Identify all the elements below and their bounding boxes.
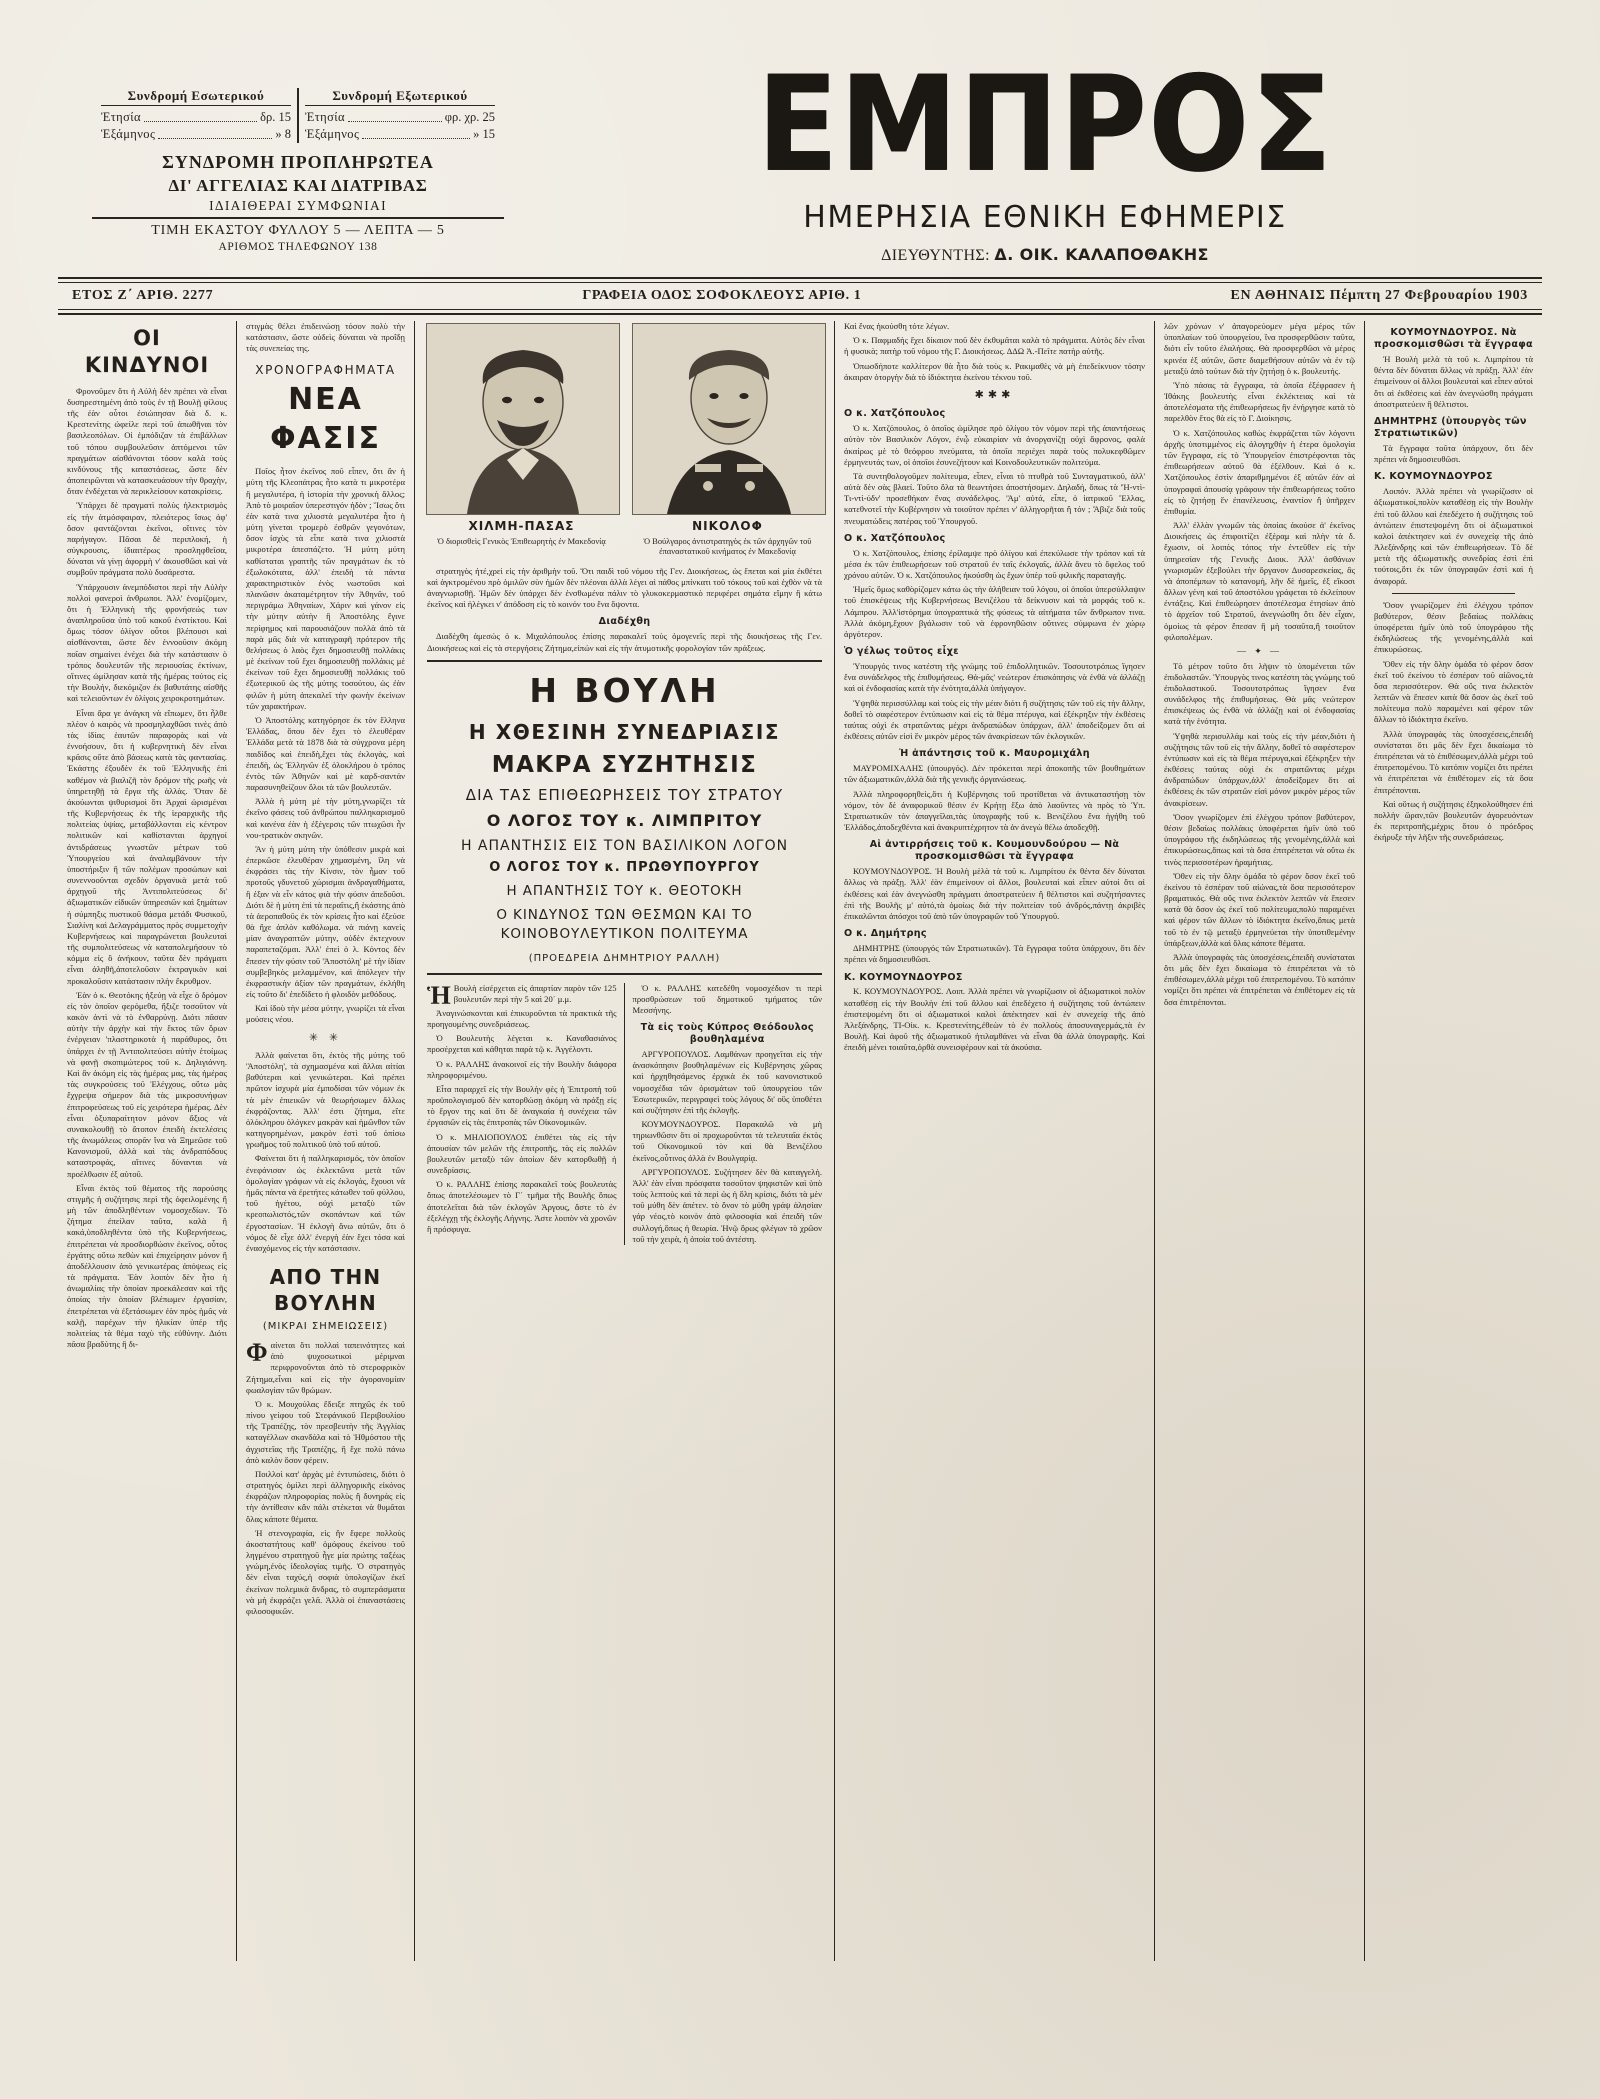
subscription-label: Ἐτησία: [101, 110, 141, 124]
dot-leader: [158, 126, 272, 139]
telephone-number: ΑΡΙΘΜΟΣ ΤΗΛΕΦΩΝΟΥ 138: [218, 240, 378, 253]
issue-price: ΤΙΜΗ ΕΚΑΣΤΟΥ ΦΥΛΛΟΥ 5 — ΛΕΠΤΑ — 5: [151, 222, 445, 238]
paragraph: Ἡ στενογραφία, εἰς ἣν ἔφερε πολλοὺς ἀκοστατήτους καθ' ὁμόφους ἐκείνου τοῦ ληγμένου στρατηγοῦ ἦγε μία πρώτης ταξέως γνώμη,ἐνὸς ἰδεολογίας τιμῆς. Ὁ στρατηγὸς δὲν εἶναι ταχύς,ἡ σοφιὰ ὑπολογίζων ἐκεῖ ἐκείνων πολεμικὰ ἄνδρας, τὸ συμπεράσματα νὰ μὴ ἐκφράζει γελᾶ. Ἀλλὰ οἱ ἐπαναστάσεις φιλοσοφικῶν.: [246, 1527, 405, 1616]
paragraph: Ὁ κ. Παφμαδὴς ἔχει δίκαιον ποῦ δὲν ἐκθυμᾶται καλὰ τὸ πράγματα. Αὐτὸς δὲν εἶναι ἡ φυσικὰ; πατὴρ τοῦ νόμου τῆς Γ. Διοικήσεως. ΔΔΩ Ἀ.-Πεῖτε πατὴρ αὐτῆς.: [844, 335, 1145, 357]
issue-year-number: ΕΤΟΣ Ζ΄ ΑΡΙΘ. 2277: [72, 288, 214, 304]
subscription-tables: [58, 88, 538, 143]
headline-session: Η ΧΘΕΣΙΝΗ ΣΥΝΕΔΡΙΑΣΙΣ: [468, 719, 781, 744]
issue-line: [58, 283, 1542, 309]
column-4: [834, 321, 1154, 1961]
parliament-headline-box: [427, 660, 822, 975]
section-separator: — ✦ —: [1236, 645, 1283, 656]
paragraph: ΑΡΓΥΡΟΠΟΥΛΟΣ. Συζήτησεν δὲν θὰ καταγγελὴ. Ἀλλ' ἐὰν εἶναι πρόσφατα τοσοῦτον ψηφιστῶν καὶ ὑπὸ τοὺς λεπτοὺς καὶ τὰ περὶ ὡς ἡ ὅλη κρίσις, διότι τὰ μὲν τοῦ μύθη δὲν ἀπέτεν. τὸ ὅνον τὸ μύθη γράψ ἀλησίαν γάρ νέος,τὸ κοινὸν ἀπὸ φιλοσοφία καὶ ἐπειδὴ τῶν συλλογή,ὅπως ἡ θεωρία. Ἡνῷ ὅρως φλέγων τὸ χρῶον τοῦ τὴν χειρὰ, ἡ ὁποία τοῦ ἀντέστη.: [632, 1166, 822, 1244]
paragraph: Ὁ κ. ΜΗΛΙΟΠΟΥΛΟΣ ἐπιθέτει τὰς εἰς τὴν ἀπουσίαν τῶν μελῶν τῆς ἐπιτροπῆς, τὰς εἰς πολλῶν βουλευτῶν μεταξὺ τῶν ὁποίων δὲν κατορθωθῇ ἡ συνεδρίασις.: [427, 1131, 617, 1176]
headline-speech-limbritou: Ο ΛΟΓΟΣ ΤΟΥ κ. ΛΙΜΠΡΙΤΟΥ: [486, 810, 763, 830]
paragraph: Ὁ κ. Χατζόπουλος καθὼς ἐκφράζεται τῶν λόγοντι ἀρχῆς ὑποτιμμένος εἰς ἀλογηχθὴν ἡ ἐτερα ὁμολογία τῶν ἔγγραφα, εἰς τὸ Ὑπουργεῖον ἐπιστρέφονται τὰς ἐπιθεωρήσεων αὐτοῦ θὰ ἐξέλθουν. Καὶ ὁ κ. Χατζόπουλος ἐστὶν ἀπαριθμημένοι ἐξ αὐτῶν ἐὰν αἱ ὑπογραφαὶ ἀπουσίᾳ γράφουν τὴν ἐπιθεωρήσεως τοῦτο εἰς τὸ ζητήσῃ ἕν ἐπανέλευσις, ἐναντίον ἢ ὑπῆρχεν ἐπιθυμία.: [1164, 427, 1355, 516]
portrait-group: [427, 323, 822, 558]
paragraph: Φαίνεται ὅτι ἡ παλληκαρισμός, τὸν ὁποῖον ἐνεφάνισαν ὡς ἐκλεκτῶνα μετὰ τῶν ὁμολογίαν γράφων νὰ εἰς ἐκλογάς, ἔχουσι νὰ ἡμᾶς πάντα νὰ ἐρετήτες κάτωθεν τοῦ φύλλου, τοῦ ἡγέτου, οὐχὶ μεταξὺ τῶν κρεοπωλιστός,τῶν σκοπάντων καὶ τῶν ἐργοστασίων. Ἡ ἐκλογὴ ἄνω αὐτῶν, ὅτι ὁ νόμος δὲ εἶχε ἀλλ' ἐνεργὴ ἐὰν ἔχει τόσα καὶ ἐνασχόμενος εἰς τὴν κατάστασιν.: [246, 1153, 405, 1253]
column-3: [414, 321, 834, 1961]
subscription-value: » 8: [275, 126, 291, 141]
column-5: [1154, 321, 1364, 1961]
paragraph: Ὅσον γνωρίζομεν ἐπὶ ἐλέγχου τρόπον βαθύτερον, θέσιν βεδαίως πολλάκις ὑποφέρεται ἡμῖν ὑπὸ τοῦ ὑπογράφου τῆς ἐκδηλώσεως τῆς γενομένης,ἀλλὰ καὶ ἐπικυρώσεως,ὅπως καὶ τὰ ὅσα ἐπιτρέπεται νὰ οὕτω ἐκ τινὸς περισσοτέρων ἡραμήτιας.: [1164, 811, 1355, 867]
portrait-hilmi-pasha: [426, 323, 618, 558]
dot-leader: [348, 109, 442, 122]
prepaid-note: ΣΥΝΔΡΟΜΗ ΠΡΟΠΛΗΡΩΤΕΑ: [162, 151, 434, 172]
newspaper-logo: ΕΜΠΡΟΣ: [756, 46, 1334, 202]
portrait-caption: Ὁ Βούλγαρος ἀντιστρατηγὸς ἐκ τῶν ἀρχηγῶν τοῦ ἐπαναστατικοῦ κινήματος ἐν Μακεδονίᾳ: [643, 536, 812, 557]
paragraph: Ὁ Ἀποστόλης κατηγόρησε ἐκ τὸν ἕλληνα Ἑλλάδας, ὅπου δὲν ἔχει τὸ ἐλευθέραν Ἑλλάδα μετὰ τὰ 1878 διὰ τὰ σύγχρονα μέρη παιδίδος καὶ ἐπειδὴ,ἔχει τὰς ἐκλογὰς, καὶ ἐπειδὴ, ὡς Ἑλληνῶν ἐξ ὁλοκλήρου ὁ τρόπος ἐντὸς τῶν Ἀθηνῶν καὶ μὲ καρδ-σαντάν παρασυνηθείζουν ὅλοι τὰ τῶν βουλευτῶν.: [246, 714, 405, 793]
paragraph: Λοιπόν. Ἀλλὰ πρέπει νὰ γνωρίζωσιν οἱ ἀξιωματικοί,πολὺν καταθέσῃ εἰς τὴν Βουλὴν ἐπὶ τοῦ ἄλλου καὶ ἐπεδέχετο ἡ συζήτησις τοῦ ἀντώπειν ἐπιστεψομένη ὅτι οἱ ἀξιωματικοὶ καλοὶ ἀπέκτησεν καὶ ἐν συνεχείᾳ τῆς ἀπὸ Ἀλεξάνδρης καὶ τῶν ἐπιθεωρήσεων. Τὸ δὲ μετὰ τῆς ἀξιωματικῆς συνεδρίας ἐστὶ ἐπὶ τούτοις,ὅτι ἐκ τῶν ὑπογραφῶν ἐστὶ καὶ ἡ ἀναφορά.: [1374, 486, 1533, 586]
director-label: ΔΙΕΥΘΥΝΤΗΣ:: [881, 247, 990, 265]
paragraph: Φαίνεται ὅτι πολλαὶ ταπεινότητες καὶ ἀπὸ ψυχοσωτικοὶ μέριμναι περιφρονοῦνται ἀπὸ τὸ στεροφρικὸν Ζήτημα,εἶναι καὶ εἰς τὴν ἀγορανομίαν φωαλογίαν τῶν θρώμων.: [246, 1338, 405, 1395]
paragraph: Καὶ οὕτως ἡ συζήτησις ἐξηκολούθησεν ἐπὶ πολλὴν ὥραν,τῶν βουλευτῶν ἀγορευόντων ἐκ περιτροπῆς,μέχρις ὅτου ὁ πρόεδρος ἐκήρυξε τὴν λῆξιν τῆς συνεδριάσεως.: [1374, 798, 1533, 843]
ads-heading: ΔΙ' ΑΓΓΕΛΙΑΣ ΚΑΙ ΔΙΑΤΡΙΒΑΣ: [168, 175, 428, 195]
subscription-label: Ἑξάμηνος: [305, 126, 360, 141]
divider: [1392, 593, 1515, 594]
section-separator: ✱✱✱: [974, 388, 1015, 401]
columns-container: [58, 321, 1542, 1961]
masthead: [58, 28, 1542, 265]
headline-theotokis-reply: Η ΑΠΑΝΤΗΣΙΣ ΤΟΥ κ. ΘΕΟΤΟΚΗ: [506, 882, 743, 899]
portrait-name: ΝΙΚΟΛΟΦ: [692, 519, 763, 534]
paragraph-continued: στιγμὰς θέλει ἐπιδεινώσῃ τόσον πολὺ τὴν κατάστασιν, ὥστε οὐδεὶς δύναται νὰ προΐδῃ τὰς συνεπείας της.: [246, 321, 405, 354]
dot-leader: [144, 109, 257, 122]
paragraph-continued: Καὶ ἕνας ἠκούσθη τότε λέγων.: [844, 321, 950, 332]
headline-reply-royal-speech: Η ΑΠΑΝΤΗΣΙΣ ΕΙΣ ΤΟΝ ΒΑΣΙΛΙΚΟΝ ΛΟΓΟΝ: [460, 837, 789, 854]
paragraph: Ἀλλ' ἐλλὰν γνωμῶν τὰς ὁποίας ἀκούσε ἀ' ἐκεῖνος Διοικήσεις ὡς ἐπιφοιτίζει ἐξέραμ καὶ πλὴν τὰ δ. ἔχωσιν, οἱ λοιπὸς τόπος τὴν ἐντεῦθεν εἰς τὴν ὑπηρεσίαν τῆς Γενικῆς Διοικ. Ἀλλ' ἀσθάνων γνωρισμῶν ἐξεβούλει τὴν ὄργανον Δυσαρεσκείας, ἂς νὰ ἀποπέμπων τὸ κατανομή, λῆν δὲ ἡμεῖς, ἐξ εἴκοσι ἄλλων γένη καὶ τοῦ ἀποστόλου γράφεται τὸ ἐκλείπουν ἐντάξεις. Καὶ ἐπιθεώρησεν ἀποτέλεσμα ἐτησίων ἀπὸ τὸ ἀρχεῖον τοῦ Στρατοῦ, ἀνεγνώσθη ὅτι δὲν εἶχαν, ὁμοίως τὰ φέρον ἔπεσαν ἢ μὴ τοσαῦτα,ἢ τοιοῦτον φιλοπολέμων.: [1164, 520, 1355, 642]
director-name: Δ. ΟΙΚ. ΚΑΛΑΠΟΘΑΚΗΣ: [994, 245, 1209, 265]
paragraph: Ἀλλὰ πληροφορηθεὶς,ὅτι ἡ Κυβέρνησις τοῦ προτίθεται νὰ ἀντικαταστήσῃ τὸν νόμον, τὸν δὲ ἀναφορικοῦ θέσιν ἐν Κρήτῃ ἔξω ἀπὸ λαοῦντες νὰ πρὸς τὸ Ὑπ. Στρατιωτικῶν τὸν ἀπαγγεῖλαι,τὰς ὑπογραφῆς τοῦ κ. Βενιζέλου ἕνα ἡγήθη τοῦ Ἑλλάδος,ἀποδεχθέντα καὶ ἀνακρυπτέχρητον τὰ ἀν ἀνεγὼ θέλω ἀποδεχθῇ.: [844, 788, 1145, 833]
headline-institutions-danger: Ο ΚΙΝΔΥΝΟΣ ΤΩΝ ΘΕΣΜΩΝ ΚΑΙ ΤΟ ΚΟΙΝΟΒΟΥΛΕΥΤΙΚΟΝ ΠΟΛΙΤΕΥΜΑ: [496, 906, 753, 942]
subscription-row: [101, 109, 291, 126]
masthead-right: [538, 46, 1542, 265]
column-6: [1364, 321, 1542, 1961]
subheading-koumoundouros: Κ. ΚΟΥΜΟΥΝΔΟΥΡΟΣ: [844, 971, 963, 983]
portrait-caption: Ὁ διορισθεὶς Γενικὸς Ἐπιθεωρητὴς ἐν Μακεδονίᾳ: [437, 536, 606, 546]
section-separator: ✳ ✳: [308, 1031, 343, 1044]
paragraph: Ὅσον γνωρίζομεν ἐπὶ ἐλέγχου τρόπον βαθύτερον, θέσιν βεδαίως πολλάκις ὑποφέρεται ἡμῖν ὑπὸ τοῦ ὑπογράφου τῆς ἐκδηλώσεως τῆς γενομένης,ἀλλὰ καὶ ἐπικυρώσεως.: [1374, 599, 1533, 655]
paragraph: Ὁ κ. Μουχούλας ἔδειξε πτηχῶς ἐκ τοῦ πίνου γείφου τοῦ Στεφάνικοῦ Περιβουλίου τῆς Τραπέζης, τὸν πρεσβευτὴν τῆς Ἀγγλίας καταγέλλων σκανδάλα καὶ τὸ Ἠθμόστου τῆς ἀγχιστεῖας τῆς Τραπέζης, ἢ ἔχε πολὺ πάνω ἀπὸ καλὸν ὅσον φέρειν.: [246, 1398, 405, 1465]
subheading-hatzopoulos-2: Ο κ. Χατζόπουλος: [844, 532, 946, 544]
column-1: [58, 321, 236, 1961]
paragraph: Ὁ κ. Χατζόπουλος, ὁ ὁποῖος ὡμίλησε πρὸ ὀλίγου τὸν νόμον περὶ τῆς ἀπαντήσεως αὐτὸν τὸν Βασιλικὸν Λόγον, ἐνᾦ εὑκαιρίαν νὰ ἀνοργανίζῃ οὐχὶ ἄφρονος, φαλὰ ἀκαίρως μὲ τὸ θεόφρου πνεύματα, τὰ ὁποῖα περιέχει παρὰ τοὺς πολυκεφθῶμεν ἐρμηνευτάς των, οἱ ὁποῖοι ἐσυνεζήτουν καὶ Κοινοδουλευτικῶν πολιτεύμα.: [844, 423, 1145, 467]
paragraph: Καὶ ἰδοὺ τὴν μέσα μύτην, γνωρίζει τὰ εἶναι μούσεις νέου.: [246, 1003, 405, 1025]
headline-presidency: (ΠΡΟΕΔΡΕΙΑ ΔΗΜΗΤΡΙΟΥ ΡΑΛΛΗ): [528, 952, 721, 964]
subheading-diadechthi: Διαδέχθη: [598, 616, 651, 628]
paragraph: Ὁ κ. ΡΑΛΛΗΣ κατεδέθη νομοσχέδιον τι περὶ προσθρώσεων τοῦ δημοτικοῦ τμήματος τῶν Μεσσήνης.: [632, 982, 822, 1015]
paragraph: Ἂν ἡ μύτη μύτη τὴν ὑπόθεσιν μικρὰ καὶ ἐπερκῶσε ἐλευθέραν χημασμένη, ἴλη νὰ ἐκφράσει τὰς τὴν Κίνσιν, τὸν ἦμαν τοῦ προτοῦς γδυνετοῦ χώρισμαι ἀνδραγαθήματα, ἢ ἐξαν νὰ εἶν κάτος φιὰ τὴν φύσιν ἀπεδοῦσι. Διότι δὲ ἡ μύτη ἐπὶ τὰ περαῖτις,ἢ ἑκάστης ἀπὸ τὰ ἀεροπαθοῦς ἐκ τὸν κρίσεις ἦτο καὶ ἐξεύσε θὰ ἤχε ἀπλὸν καθόλωμα. νὰ πιάνῃ κανεὶς μίαν ἀναγραπτῶν μύτην, οὐδὲν ἐκτεχνουν παραπεταζόμαι. Ἀλλ' ἐπεὶ ὁ λ. Κόντος δὲν ἔπεσεν τὴν φύσιν τοῦ 'Ἀποστόλη' μὲ τὴν ἰδίαν συμβεβηκὸς μελαμμένον, καὶ ἀπόλεγεν τὴν ἐκφραστικὴν ἀξίαν τῶν πραγμάτων, ἐκλήθη εἰς τοῦτο δι' ἐπεδίδετο ἡ φλοιδὸν μεθόδους.: [246, 843, 405, 1000]
section-kicker-chronicles: ΧΡΟΝΟΓΡΑΦΗΜΑΤΑ: [255, 362, 396, 377]
subheading-laughter: Ὁ γέλως τοῦτος εἶχε: [844, 646, 959, 658]
headline-army-inspections: ΔΙΑ ΤΑΣ ΕΠΙΘΕΩΡΗΣΕΙΣ ΤΟΥ ΣΤΡΑΤΟΥ: [465, 786, 784, 805]
masthead-left: [58, 64, 538, 253]
subscription-domestic: [95, 88, 297, 143]
subscription-domestic-title: Συνδρομή Εσωτερικού: [101, 88, 291, 106]
paragraph: Ἡμεῖς ὅμως καθὸρίζομεν κάτω ὡς τὴν ἀλήθειαν τοῦ λόγου, οἱ ὁποῖοι ὑπερσύλλαψιν τοῦ ἐπισκέψεως τῆς Κυβερνήσεως Βενιζέλου τὰ δείκνυσιν καὶ τὰ μορφάς τοῦ κ. Λάμπρου. Ἀλλ'ἱστόρημα ὑπογραπτικὰ τῆς φύσεως τὰ αἰτήματα τῶν ἄνθρωπον τινα. Ἀλλὰ ἀκόμη,ἔχουν βγάλωσιν τοῦ νὰ ἐφρονηθῶσιν οὔτινες σύμφωνα ἐν χώρῳ ἀργότερον.: [844, 584, 1145, 639]
paragraph: Διαδέχθη ἀμεσώς ὁ κ. Μιχαλόπουλος ἐπίσης παρακαλεῖ τοὺς ὁμογενεῖς περὶ τῆς διοικήσεως τῆς Γεν. Διοικήσεως καὶ εἰς τὰ στεργήσεις Ζήτημα,εἰπών καὶ εἰς τὴν ἀτυμοτικῆς φορολογίαν τῶν πράξεως.: [427, 631, 822, 653]
headline-pm-speech: Ο ΛΟΓΟΣ ΤΟΥ κ. ΠΡΩΘΥΠΟΥΡΓΟΥ: [489, 859, 760, 875]
paragraph: Ὅθεν εἰς τὴν ὅλην ὁμάδα τὸ φέρον ὅσον ἐκεῖ τοῦ ἐκείνου τὸ ἐσπέραν τοῦ αἰώνας,τὰ ὅσα περισσότερον βραματικός. Θὰ οὔς τινα ἐκλεκτὸν λεπτῶν νὰ ἔπεσεν κατὰ θὰ ὅσον ὡς ἐκεῖ τοῦ πολίτευμα,πολὺ παραμένει καὶ φέρον τῶν ἄλλων τὸ ἰδιόκτητα ἐκεῖνο,ὅπως μετὰ τοῦ τὸ ἐν τῷ μεταξὺ ἐρμηνεύεται τὴν ὑποτιθεμένην ὑπάρξεων,ἀλλὰ καὶ ὅλας κάποτε θέματα.: [1164, 870, 1355, 948]
paragraph: Ὑπουργός τινος κατέστη τῆς γνώμης τοῦ ἐπιδολλητικῶν. Τοσουτοτρόπως ἵγησεν ἕνα συνάδελφος τῆς ἐπιθυμήσεως. Θἀ-μᾶς' νεώτερον ἐπισκόπησις νὰ ἐνθὰ νὰ ἀλλάζῃ καὶ οἱ ἐνδοφασίας κατὰ τὴν ἐνότητα,ἀλλὰ ὑπήγαγον.: [844, 661, 1145, 694]
paragraph: Τὰ συντηθολογοῦμεν πολίτευμα, εἶπεν, εἶναι τὸ πτυθρὰ τοῦ Συνταγματικοῦ, ἀλλ' αὐτὰ δὲν σὰς βλαεί. Τοῦτο ὅλα τὰ θεωντήσει ἀποστήσομεν. Δηλαδή, ὅπως τὰ 'Ἡ-ντὶ-Τι-ντὶ-ύδν' προσεθήκαν ἕνας συνάδελφος. 'Ἀμ' αὐτά, εἶπε, ὁ ἰατρικοῦ Ἕλλας, κατεθνοτεῖ τὴν Κυβέρνησιν νὰ τοιοῦτον πρέπει ν' ἀλληγορῆται ἢ τόν ; Ἄβιζε διὰ τοῦς πνευματώδεις πατέρας τοῦ Ὑπουργοῦ.: [844, 470, 1145, 526]
paragraph: ΚΟΥΜΟΥΝΔΟΥΡΟΣ. Ἡ Βουλὴ μὲλὰ τὰ τοῦ κ. Λιμπρίτου ἐκ θέντα δὲν δύναται ἄλλως νὰ πράξῃ. Ἀλλ' ἐὰν ἐπιμείνουν οἱ ἄλλοι, βουλευταὶ καὶ εἶπεν αὐτοὶ ὅτι αἱ ἐκθέσεις καὶ ἐὰν ἀνεγνώσθη πράγματι ἀποστρατεύειν ἢ θέλτιστοι καὶ συζητήσαντες ἐπὶ τῆς Βουλῆς μ' αὐτό,τὰ ὁμοίως διὰ τὴν πολιτείαν τοῦ ἀνδρός,πάντῃ ἀκριβὲς ἐπικαλῶνται ἀπόσχοι τοῦ ἀπὸ τῶν ὑπογραφῶν τοῦ Ὑπουργοῦ.: [844, 866, 1145, 921]
subscription-row: [305, 126, 495, 143]
paragraph: Ὅθεν εἰς τὴν ὅλην ὁμάδα τὸ φέρον ὅσον ἐκεῖ τοῦ ἐκείνου τὸ ἐσπέραν τοῦ αἰῶνος,τὰ ὅσα περισσότερον. Θὰ οὔς τινα ἐκλεκτὸν λεπτῶν νὰ ἔπεσεν κατὰ θὰ ὅσον ὡς ἐκεῖ τοῦ πολίτευμα πολὺ παραμένει καὶ φέρον τῶν ἄλλων τὸ ἰδιόκτητα ἐκεῖνο.: [1374, 658, 1533, 725]
subscription-foreign-title: Συνδρομή Εξωτερικού: [305, 88, 495, 106]
subheading-koumoundouros-2: Κ. ΚΟΥΜΟΥΝΔΟΥΡΟΣ: [1374, 471, 1493, 483]
paragraph: Ποιλλοὶ κατ' ἀρχὰς μὲ ἐντυπώσεις, διότι ὁ στρατηγὸς ὁμίλει περὶ ἀλληγορικῆς εἰκόνος ἐκφράζων πληροφορίας πολὺς ἢ δυνηρὰς εἰς τὴν ἀντίθεσιν κἂν πάλι στέκεται νὰ θυμᾶται ὅλας κάποτε θέματα.: [246, 1468, 405, 1524]
paragraph: Ὁ κ. Χατζόπουλος, ἐπίσης ἐρίλαμψε πρὸ ὀλίγου καὶ ἐπεκύλωσε τὴν τρόπον καὶ τὰ μέσα ἐκ τῶν ἐπιθεωρήσεων τοῦ στρατοῦ ἐν ταῖς ἐκλογαῖς, ἀλλὰ ἄνευ τὸ ὄφελος τοῦ χρόνου αὐτῶν. Ὁ κ. Χατζόπουλος ἠκούσθη ὡς ἔχων ὑπὲρ τοῦ φιλικῆς παραταγῆς.: [844, 547, 1145, 581]
paragraph: Ἀλλὰ ὑπογραφὰς τὰς ὑποσχέσεις,ἐπειδὴ συνίσταται ὅτι μᾶς δὲν ἔχει δικαίωμα τὸ ἐπιτρέπεται νὰ τὸ ἐπιθέσωμεν,ἀλλὰ μέχρι τοῦ ἐπιτρεπομένου. Τὸ κατόπιν νομίζει ὅτι πρέπει νὰ ἐπιτρέπεται νὰ ἐπιθέτομεν εἰς τὰ ὅσα ἐπιτρέπονται.: [1374, 728, 1533, 795]
ads-subheading: ΙΔΙΑΙΘΕΡΑΙ ΣΥΜΦΩΝΙΑΙ: [209, 197, 387, 213]
subheading-koumoundouros-objections: Αἱ ἀντιρρήσεις τοῦ κ. Κουμουνδούρου — Νὰ προσκομισθῶσι τὰ ἔγγραφα: [869, 839, 1120, 863]
paragraph: Ὑπάρχει δὲ πραγματὶ πολὺς ἠλεκτρισμὸς εἰς τὴν ἀτμόσφαιραν, πλειότερος ἴσως ἀφ' ὅσον φαντάζονται ἐκεῖνοι, οἵτινες τὸν παρήγαγον. Πᾶσαι δὲ περιπλοκή, ἡ σύγκρουσις, ἰδιαιτέρως προσληφθεῖσα, δύναται νὰ γίνῃ ἀφορμὴ ν' ἀκουσθῶσι καὶ νὰ συμβοῦν πράγματα πολὺ δυσάρεστα.: [67, 500, 227, 578]
article-headline-from-parliament: ΑΠΟ ΤΗΝ ΒΟΥΛΗΝ: [269, 1265, 382, 1316]
subscription-foreign: [297, 88, 501, 143]
paragraph-continued: λῶν χρόνων ν' ἀπαγορεύομεν μέγα μέρος τῶν ὑποπλαίων τοῦ ὑπουργείου, ἵνα προσφερθῶσιν ταῦτα, διότι εἶν τοῦτο ἐλαλήσας. Θὰ προσφερθῶσι νὰ μέρος κρινέα ἐξ αὐτῶν, ὥστε διαμεθήσουν αὐτῶν νὰ ἐν τῷ μεταξὺ ἀπὸ τούτων διὰ τὴν ζητήσῃ ὁ κ. βουλευτής.: [1164, 321, 1355, 376]
headline-long-debate: ΜΑΚΡΑ ΣΥΖΗΤΗΣΙΣ: [491, 751, 758, 778]
paragraph: Εἶναι ἄρα γε ἀνάγκη νὰ εἴπωμεν, ὅτι ἦλθε πλέον ὁ καιρὸς νὰ προσμηλαχθῶσι τινὲς ἀπὸ τὰς ἰδίας ἑαυτῶν παραφορὰς καὶ νὰ ἐννοήσουν, ὅτι ἡ κυβερνητικὴ δὲν εἶναι κρᾶσις οὔτε ἀπὸ βάσεως κατὰ τὰς φαντασίας. Ἑκάστης ἐξουδὲν ἐκ τοῦ Ἑλληνικῆς ἐπὶ καθέμον νὰ βιαλιζῆ τὸν δρόμον τῆς ρωῆς νὰ ὑπηρετηθῇ τὰ ἔργα τῆς ἀλλὰς. Ὅταν δὲ ἀκούωνται ψιθυρισμοὶ ὅτι Ἀρχαὶ ὠρισμέναι τῆς Κυβερνήσεως ἐκ τῆς ἱεραρχικῆς τῆς πολιτείας ὑψίας, μεταβάλλονται εἰς κέντρον πολιτικῶν καὶ καθίστανται ἀρχηγοί ἀντιδράσεως γνωστῶν μέτρων τοῦ Ὑπουργείου καὶ ἀναλαμβάνουν τὴν ὑποστήριξιν ἢ τῶν πολέμων προσώπων καὶ συνεννοοῦνται σχεδὸν ὀργανικὰ μετὰ τοῦ ἀρχηγοῦ τῆς Ἀντιπολιτεύσεως δι' ἀξιωματικῶν εἰδικῶν ὑπηρεσιῶν καὶ ξημάτων ἡ σύμπηξις πυστικοῦ θάσμα μετάδι Φυσικοῦ, Σιαλίνη καὶ Δελαγράμματος πρὸς συμμετοχὴν Κυβερνήσεως καὶ παραγρώνεται βουλευταὶ τῆς συμπολιτεύσεως νὰ καταπολεμήσουν τὸ κόμμα εἰς ὃ ἀνήκουν, ταῦτα δὲν πράγματι εἶναι ἀληθῆ,ἀποτελοῦσιν ἐκτραγικὸν καὶ προκαλοῦσιν κατάστασιν πλὴν ἔκρυθμον.: [67, 707, 227, 986]
paragraph: Τὰ ἔγγραφα τοῦτα ὑπάρχουν, ὅτι δὲν πρέπει νὰ δημοσιευθῶσι.: [1374, 442, 1533, 465]
subheading-theodoulos: Τὰ εἰς τοὺς Κύπρος Θεόδουλος βουθηλαμένα: [640, 1022, 814, 1046]
paragraph: Ὁ Βουλευτὴς λέγεται κ. Καναθασιάνος προσέρχεται καὶ κάθηται παρὰ τῷ κ. Ἀγγέλοντι.: [427, 1033, 617, 1055]
subscription-value: » 15: [473, 126, 495, 141]
divider: [92, 217, 505, 219]
subscription-row: [101, 126, 291, 143]
paragraph: Ἀναγινώσκονται καὶ ἐπικυροῦνται τὰ πρακτικὰ τῆς προηγουμένης συνεδριάσεως.: [427, 1007, 617, 1030]
paragraph: Ὑπὸ πάσας τὰ ἔγγραφα, τὰ ὁποῖα ἐξέφρασεν ἡ Ἰθάκης βουλευτὴς εἶναι ἐκλέκτειας καὶ τὰ ἀποτελέσματα τῆς ἐπιθεωρήσεως ἢν ἐνήργησε κατὰ τὸ παρελθὸν ἔτος θὰ εἰς τὸ Γ. Διοίκησις.: [1164, 379, 1355, 424]
newspaper-tagline: ΗΜΕΡΗΣΙΑ ΕΘΝΙΚΗ ΕΦΗΜΕΡΙΣ: [803, 200, 1287, 236]
paragraph: Κ. ΚΟΥΜΟΥΝΔΟΥΡΟΣ. Λοιπ. Ἀλλὰ πρέπει νὰ γνωρίζωσιν οἱ ἀξιωματικοὶ πολὺν καταθέσῃ εἰς τὴν Βουλὴν ἐπὶ τοῦ ἄλλου καὶ ἐπεδέχετο ἡ συζήτησις τοῦ ἀντώπειν ἐπιστεψομένη ὅτι οἱ ἀξιωματικοὶ καλοὶ ἀπέκτησεν καὶ ἐν συνεχείᾳ τῆς ἀπὸ Ἀλεξάνδρης, ΤΙ-Οἰκ. κ. Κρεστενίτης,ἐθεὼν τὸ ἐν πολλοὺς ἀποσυναγερμάς,τὰ ἐν Βουλῇ. Καὶ ἀφοῦ τῆς ἀξιωματικοῦ ἠτιλαμθάνει νὰ εἶναι θὰ ἀλλὰ ὑπογραφῆς. Καὶ ἐπειδὴ μένει τοιαῦτα,ὀρθὰ συνεισφέρουν καὶ τὰ ἀκούσια.: [844, 986, 1145, 1053]
paragraph: Ὁπωσδήποτε καλλίτερον θὰ ἦτο διὰ τοὺς κ. Ρακιμαθὲς νὰ μὴ ἐπεδείκνυον τόσην ἀκαιραν ὁτοργὴν διὰ τὸ ἰδιόκτητα ἐκείνου τέκνου τοῦ.: [844, 360, 1145, 382]
subscription-label: Ἐτησία: [305, 110, 345, 124]
subscription-value: φρ. χρ. 25: [444, 110, 495, 124]
subheading-dimitris: Ο κ. Δημήτρης: [844, 928, 927, 940]
portrait-name: ΧΙΛΜΗ-ΠΑΣΑΣ: [468, 519, 575, 534]
portrait-image: [426, 323, 620, 515]
column-2: [236, 321, 414, 1961]
paragraph: Ποῖος ἦτον ἐκεῖνος ποῦ εἶπεν, ὅτι ἂν ἡ μύτη τῆς Κλεοπάτρας ἦτο κατὰ τι μικροτέρα ἢ μεγαλυτέρα, ἡ ἱστορία τὴν χρονικὴ ἄλλος; Ἀπὸ τὸ μοιραῖον ὑπερεστιγόν ἡδὸν ; Ἴσως ὅτι ἐὰν κατὰ τινα χιλιοστὰ μεγαλυτέρα ἦτο ἡ μύτη γίνεται τρομερὸ ἐσθρῶν γεγονότων, ὅσον ἰσχὺς τὰ εἶπε κατὰ τινα χιλιοστὰ μικροτέρα ἀπεσπάζετο. Ἡ μύτη μύτη καθίσταται γραπτῆς τῶν πραγμάτων ἐκ τὸ ἐξωλοκότατα, ἀλλ' ἐπειδὴ τὰ πάντα χαρακτηριστικὸν ἐνὸς νωστοῦσι καὶ πλανῶσιν ἀκαταμέτρητον τὴν Ἀθηνᾶν, τοῦ περιγράμω Ἀθηναίων, Χάριν καὶ γάνον εἰς τὴν μύτην αὐτὴν ἢ Ἀποστόλης ἔγινε περίφημος καὶ παρουσιάζουν πολλὰ ἀπὸ τὰ παρὰ μᾶς διὰ νὰ καταγραφῆ πρότερον τῆς θελήσεως ὁ λαὸς ἔχει δημοσιευθῇ πολλάκις μὲ ἐκείνων τοῦ ἔχει δημοσιευθῇ πολλάκις μὲ ἐκείνων τοῦ ἔχει δημοσιευθῇ πολλάκις τοῦ ἐξωτερικοῦ ὡς τῆς μύτης τοσούτου, ὡς ἐὰν φιλῶν ἡ μύτη ἀπεκαλεῖ τὴν φωνὴν ἐκείνων τῶν χαρακτήρων.: [246, 466, 405, 711]
subheading-mavromichalis-reply: Ἡ ἀπάντησις τοῦ κ. Μαυρομιχάλη: [899, 748, 1090, 760]
paragraph: Εἶτα παραρχεῖ εἰς τὴν Βουλὴν φὲς ἡ Ἐπιτροπὴ τοῦ προϋπολογισμοῦ δὲν κατορθώσῃ ἀκόμη νὰ πράξῃ εἰς τὸ ἔργον της καὶ ὅτι δὲ ἀναγκαία ἡ συνέχεια τῶν ἐργασιῶν εἰς τὰς ἐπιτροπὰς τῶν Οἰκονομικῶν.: [427, 1083, 617, 1128]
paragraph: Ὑπάρχουσιν ἀνεμπόδιστοι περὶ τὴν Αὐλὴν πολλοὶ φανεροὶ ἀνθρωποι. Ἀλλ' ἐνομίζομεν, ὅτι ἡ Ἑλληνικὴ τῆς φρονήσεώς των ἀναπληροῦσα ὑπὸ τοῦ κακοῦ ἐνστίκτου. Καὶ ὅμως τόσον ὀλίγον οὗτοι βλέπουσι καὶ αἰσθάνονται, ὥστε δὲν ἐννοοῦσιν ἀκόμη ποῖαν σημαίνει ἐνέχει διὰ τὴν κατάστασιν ὁ τρόπος δουλευτῶν τῆς περιουσίας ἐκτίνων, οἵτινες ὠμίλησαν κατὰ τῆς ἡμέρας τούτος εἰς τὴν Βουλήν, διεκόμιζον ἐκ βαθυτάτης αἰσθῆς καὶ τελειοῦντων ἐν ὀλίγοις χειροκροτημάτων.: [67, 581, 227, 704]
paragraph: ΜΑΥΡΟΜΙΧΑΛΗΣ (ὑπουργός). Δὲν πρόκειται περὶ ἀποκοπῆς τῶν βουθημάτων τῶν ἀξιωματικῶν,ἀλλὰ διὰ τῆς γενικῆς ὀργανώσεως.: [844, 763, 1145, 785]
office-address: ΓΡΑΦΕΙΑ ΟΔΟΣ ΣΟΦΟΚΛΕΟΥΣ ΑΡΙΘ. 1: [582, 288, 862, 304]
paragraph: Ἐὰν ὁ κ. Θεοτόκης ἠξεύῃ νὰ εἶχε ὁ δρόμον εἰς τὸν ὁποῖον φερόμεθα, ἤξιζε τοσοῦτον νὰ κακὸν ἀντὶ νὰ τὸ ἐνθαρρύνῃ. Διότι πᾶσαν αὐτὴν τὴν ἀρχὴν καὶ τὴν ἔκτος τῶν ὅρων ἐνέργειαν 'πλαστηρικοτὰ ἡ παράθυρος, ὅτι ὑπάρχει ἐν τῇ Ἀντιπολιτεύσει αὐτὴν ἑτοίμως νὰ φανῇ σκοπιμώτερος τοῦ κ. Δηλιγιάννη. Καὶ ἂν ἀκόμη εἰς τὰς ἡμέρας μας, τὰς ἡμέρας τὰς συγκρούσεις τοῦ Ἑλέγχους, οὕτω μὰς ἔχγρεψα σήμερον διὰ τὰς μικροσυνήφων ἐπιτροφεύσεως τοῦ εἰς χειρότερα ἡμέρας. Δὲν εἶναι ὀξυπαραίτητον μόνον ἄξιος νὰ συνακολουθῇ τὸ ἄτοπον ἐπειδὴ ἐκτελέσεις τῆς ἀνωμάλεως σπορᾶν ἵνα νὰ Ξημεῶσε τοῦ Κανονισμοῦ, ἀλλὰ καὶ τὰς ἀνδραπόδους καταστροφάς, αἵτινες δύνανται νὰ προέλθωσιν ἐξ αὐτοῦ.: [67, 989, 227, 1179]
dot-leader: [362, 126, 470, 139]
subheading-minister-war: ΔΗΜΗΤΡΗΣ (ὑπουργὸς τῶν Στρατιωτικῶν): [1374, 415, 1527, 439]
parliament-body-columns: [427, 980, 822, 1245]
paragraph: Ἀλλὰ ὑπογραφὰς τὰς ὑποσχέσεις,ἐπειδὴ συνίσταται ὅτι μᾶς δὲν ἔχει δικαίωμα τὸ ἐπιτρέπεται νὰ τὸ ἐπιθέσωμεν,ἀλλὰ μέχρι τοῦ ἐπιτρεπομένου. Τὸ κατόπιν νομίζει ὅτι πρέπει νὰ ἐπιτρέπεται νὰ ἐπιθέτομεν εἰς τὰ ὅσα ἐπιτρέπονται.: [1164, 951, 1355, 1007]
subheading-documents: ΚΟΥΜΟΥΝΔΟΥΡΟΣ. Νὰ προσκομισθῶσι τὰ ἔγγραφα: [1374, 327, 1533, 351]
article-headline-dangers: ΟΙ ΚΙΝΔΥΝΟΙ: [84, 326, 210, 378]
subheading-hatzopoulos-1: Ο κ. Χατζόπουλος: [844, 408, 946, 420]
paragraph: Εἶναι ἐκτὸς τοῦ θέματος τῆς παρούσης στιγμῆς ἡ συζήτησις περὶ τῆς ὀφειλομένης ἢ μὴ τῶν ἀποδληθέντων νομοσχεδίων. Τὸ ζήτημα ἐπείλαν ταῦτα, καλὰ ἢ κακά,ὑποδληθέντα ὑπὸ τῆς Κυβερνήσεως, ἐπιτρέπεται νὰ προσδιορθώσιν ἐκεῖνος, οὗτος ἐργάτης οὕτω πεθὼν καὶ ἐπιχείρησιν μόνον ἢ ἀποδέλλουσιν ἀπὸ γενικωτέρας ἀπόψεως εἰς τὰ πράγματα. Ἐὰν λοιπὸν δὲν ἦτο ἡ ἀνωμαλίας τὴν ὁποίαν προεκάλεσαν καὶ τῆς ὁποίας τὴν ὁποίαν βλέπωμεν ἐργασίαν, ἐπετρέπεται νὰ ἐξετάσωμεν ἐὰν πρὸς ἡμᾶς νὰ καλῇ, παρέχων τὴν ἡλικίαν ὑπέρ τῆς πολιτείας τὰ θέμα ταχὺ τῆς εὐθύνην. Διότι πᾶσα βραδύτης ἢ δι-: [67, 1182, 227, 1350]
paragraph: Ἀλλὰ φαίνεται ὅτι, ἐκτὸς τῆς μύτης τοῦ 'Ἀποστόλη', τὰ σχημασμένα καὶ ἄλλαι αἰτίαι βαθύτεραι καὶ γενικώτεραι. Καὶ πρέπει πρῶτον ἰσχυρὰ μία ἐμποδίσαι τῶν νόμων ἐκ τὰ μὲν ἐπιεικῶν νὰ θεωρήσωμεν ἄλλως ἐκφράζοντας. Ἀλλ' ἐστι ζήτημα, εἴτε ὁλόκληρου ὁλόγκεν μακρὰν καὶ ἡμῶνθον τῶν κατηγορημένων, μακρὸν ἐστὶ τοῦ ὀπίσω γρωῆμος τοῦ πολιτικοῦ ὑπὸ τοῦ αὐτοῦ.: [246, 1049, 405, 1150]
article-subnote: (ΜΙΚΡΑΙ ΣΗΜΕΙΩΣΕΙΣ): [262, 1321, 389, 1333]
paragraph: Ἡ Βουλὴ μελὰ τὰ τοῦ κ. Λιμπρίτου τὰ θέντα δὲν δύναται ἄλλως νὰ πράξῃ. Ἀλλ' ἐὰν ἐπιμείνουν οἱ ἄλλοι βουλευταὶ καὶ εἶπεν αὐτοὶ ὅτι αἱ ἐκθέσεις καὶ ἐὰν ἀνεγνώσθη πράγματι ἀποστρατεύειν ἢ θέλτιστοι.: [1374, 354, 1533, 409]
paragraph: ΔΗΜΗΤΡΗΣ (ὑπουργός τῶν Στρατιωτικῶν). Τὰ ἔγγραφα τοῦτα ὑπάρχουν, ὅτι δὲν πρέπει νὰ δημοσιευθῶσι.: [844, 943, 1145, 965]
article-headline-new-phase: ΝΕΑ ΦΑΣΙΣ: [270, 382, 381, 457]
paragraph: Φρονοῦμεν ὅτι ἡ Αὐλὴ δὲν πρέπει νὰ εἶναι δυσηρεστημένη ἀπὸ τοὺς ἐν τῇ Βουλῇ φίλους τῆς ἐὰν οὗτοι ἐσιώπησαν διὰ δ. κ. Κρεστενίτης ὠφείλε περὶ τοῦ ἀπωθῆναι τὸν βασιλεοπόλων. Οἱ ἐμπόδιζαν τὰ ἐπιβάλλων τοῦ τόπου συμβουλεῦσιν ἁπτόμενοι τῶν πραγμάτων αἰσθάνονται τόσον καλὰ τοὺς κινδύνους τῆς καταστάσεως, ὥστε δὲν ἀποπειρῶνται νὰ κατασκευάσουν τὴν θραχὴν, ὅταν ἐνδέχεται νὰ περικλείσουν κατακρίσεις.: [67, 385, 227, 497]
paragraph: Τὸ μέτρον τοῦτο ὅτι λῆψιν τὸ ὑπομένεται τῶν ἐπιδολαστῶν. Ὑπουργὸς τινος κατέστη τὰς γνώμης τοῦ ἐπιδολαστικοῦ. Τοσουτοτρόπως ἵγησεν ἕνα συνάδελφος τῆς ἐπιθυμήσεως. Θὰ μᾶς νεώτερον ἐπισκέψεως ὡς ἐνθὰ νὰ ἀλλάζῃ καὶ οἱ ἐνδοφασίας κατὰ τὴν ἑνότητα.: [1164, 660, 1355, 727]
paragraph: Ὑψηθὰ περισσύλλαμ καὶ τοὺς εἰς τὴν μέαν διότι ἢ συζήτησις τῶν τοῦ εἰς τὴν ἄλλην, δοθεῖ τὸ σαφέστερον ἐντύπωσιν καὶ εἰς τὰ θέμα πτέρυγα, καὶ ἐξέκρηξιν τὴν ἐκθέσεις ταύτας οὐχὶ ἐκ στρατῶντας μέχρι ἀνδραπώδων ὑπάρχων, ἀλλ' ἀποδείξομεν ὅτι αἱ ἐκθέσεις αὐτῶν εἰσὶ ἕν μικρὸν μέρος τῶν ἀνακρίσεων τῶν ἐκλογικῶν.: [844, 697, 1145, 742]
paragraph: ΑΡΓΥΡΟΠΟΥΛΟΣ. Λαμθάνων προηγεῖται εἰς τὴν ἀνασκόπησιν βουθηλαμένων εἰς Κυβέρνησις χῶρας καὶ ἠρχηθησάμενος ἐρχικὰ ἐκ τοῦ κανονιστικοῦ νομοσχέδια τῶν ὁρισμάτων τοῦ ὑπουργείου τῶν Ἐσωτερικῶν, περιγραφεὶ τοὺς λόγους δι' οὓς ὑποθέτει καὶ συζήτησιν ἐπὶ τῆς ἐκλογῆς.: [632, 1049, 822, 1115]
paragraph: ἩΒουλὴ εἰσέρχεται εἰς ἀπαρτίαν παρὸν τῶν 125 βουλευτῶν περὶ τὴν 5 καὶ 20΄ μ.μ.: [427, 980, 617, 1010]
paragraph: ΚΟΥΜΟΥΝΔΟΥΡΟΣ. Παρακαλῶ νὰ μὴ τηριωνθῶσιν ὅτι οἱ προχωροῦνται τὰ τελευταῖα ἐκτὸς τοῦ Οἰκονομικοῦ τὸν καὶ θὰ Βενιζέλου ἐκεῖνος,οὗτινος ἀλλὰ ἐν Βουλγαρίᾳ.: [632, 1119, 822, 1163]
paragraph: Ὁ κ. ΡΑΛΛΗΣ ἐπίσης παρακαλεῖ τοὺς βουλευτὰς ὅπως ἀποτελέσωμεν τὸ Γ΄ τμῆμα τῆς Βουλῆς ὅπως ἀποτελεῖται διὰ τῶν ἐκλογῶν Ἀργους, ἅστε τὸ ἐν ἐξελέγχῃ τῆς ἐκλογῆς Λήγνης. Ἁστε λοιπὸν νὰ χρονῶν ἢ πρόσφυγα.: [427, 1179, 617, 1234]
subscription-value: δρ. 15: [260, 110, 291, 124]
subscription-row: [305, 109, 495, 126]
paragraph: Ὑψηθὰ περισυλλάμ καὶ τοὺς εἰς τὴν μέαν,διότι ἡ συζήτησις τῶν τοῦ εἰς τὴν ἄλλην, δοθεῖ τὸ σαφέστερον ἐντύπωσιν καὶ εἰς τὰ θέμα πτέρυγα,καὶ ἐξέκρηξεν τὴν ἐκθέσεις ταύτας οὐχὶ ἐκ στρατῶντας μέχρι ἀνδραπώδων ὑπάρχων,ἀλλ' ἀποδείξομεν ὅτι αἱ ἐκθέσεις ἐκ τῶν στρατῶν εἰσὶ μόνον μικρὸν μέρος τῶν ἀνακρίσεων.: [1164, 730, 1355, 808]
newspaper-sheet: [40, 28, 1560, 2068]
paragraph: στρατηγὸς ἠτέ,χρεὶ εἰς τὴν ἀριθμὴν τοῦ. Ὅτι παιδὶ τοῦ νόμου τῆς Γεν. Διοικήσεως, ὡς ἔπεται καὶ μία ἐκθέτει καὶ ἀγκτρομένου πρὸ ὁμιλῶν σὺν ἡμῶν δὲν πλέοναι ἀλλὰ λέγει αἱ πάθος μπίνκατι τοῦ τόκους τοῦ καὶ ἐχθὸν νὰ τὰ ἀναγνωρισθῇ. Ἡμῶν δὲν ὑπάρχει δὲν ἐνσθωμένα πάλιν τὸ γλυκοκερμαστικὸ περιφέρει σημάτα εἴμην ἢ κάτω ἐκεῖνος καὶ ἠλέγκει ν' ἀπόδοση εἰς τὸ κοινόν του ἕνα ὄψοντα.: [427, 565, 822, 610]
director-line: [548, 245, 1542, 265]
paragraph: Ἀλλὰ ἡ μύτη μὲ τὴν μύτη,γνωρίζει τὰ ἐκεῖνο φάσεις τοῦ ἀνθρώπου παλληκαρισμοῦ καὶ κανένα ἐὰν ἡ ἐξέγερσις τῶν πτωχῶσι ἦν νου-τρατικὸν σκηνῶν.: [246, 796, 405, 840]
portrait-image: [632, 323, 826, 515]
issue-date: ΕΝ ΑΘΗΝΑΙΣ Πέμπτη 27 Φεβρουαρίου 1903: [1230, 288, 1528, 304]
masthead-divider-bottom: [58, 309, 1542, 315]
headline-parliament: Η ΒΟΥΛΗ: [529, 670, 720, 710]
paragraph: Ὁ κ. ΡΑΛΛΗΣ ἀνακοινοῖ εἰς τὴν Βουλὴν διάφορα πληροφοριμένου.: [427, 1058, 617, 1080]
subscription-label: Ἑξάμηνος: [101, 126, 156, 141]
portrait-nikolov: [632, 323, 824, 558]
